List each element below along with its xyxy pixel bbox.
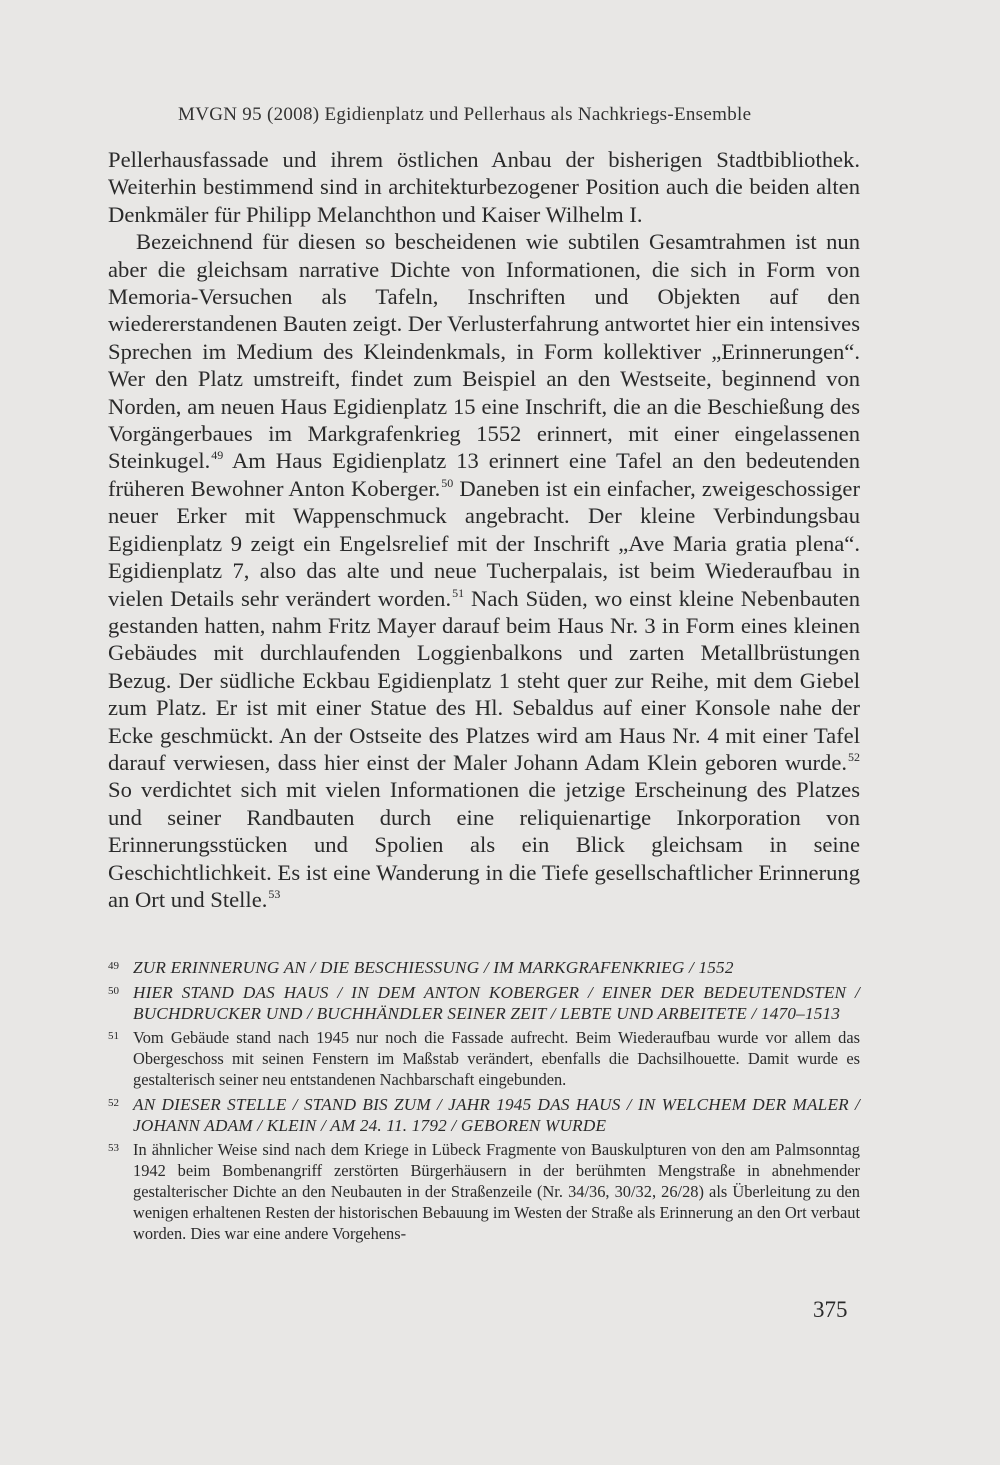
text-run: Am Haus Egidienplatz 13 erinnert eine Tafel an den bedeutenden früheren Bewohner Anton Koberger.	[108, 448, 860, 501]
footnote-ref-53[interactable]: 53	[268, 886, 281, 901]
main-text	[108, 146, 860, 913]
text-run: Bezeichnend für diesen so bescheidenen wie subtilen Gesamtrahmen ist nun aber die gleichsam narrative Dichte von Informationen, die sich in Form von Memoria-Versuchen als Tafeln, Inschriften und Objekten auf den wiedererstandenen Bauten zeigt. Der Verlusterfahrung antwortet hier ein intensives Sprechen im Medium des Kleindenkmals, in Form kollektiver „Erinnerungen“. Wer den Platz umstreift, findet zum Beispiel an den Westseite, beginnend von Norden, am neuen Haus Egidienplatz 15 eine Inschrift, die an die Beschießung des Vorgängerbaues im Markgrafenkrieg 1552 erinnert, mit einer eingelassenen Steinkugel.	[108, 229, 860, 474]
text-run: So verdichtet sich mit vielen Informationen die jetzige Erscheinung des Platzes und seiner Randbauten durch eine reliquienartige Inkorporation von Erinnerungsstücken und Spolien als ein Blick gleichsam in seine Geschichtlichkeit. Es ist eine Wanderung in die Tiefe gesellschaftlicher Erinnerung an Ort und Stelle.	[108, 777, 860, 912]
footnote-number: 51	[108, 1030, 119, 1043]
running-head: MVGN 95 (2008) Egidienplatz und Pellerhaus als Nachkriegs-Ensemble	[178, 104, 752, 125]
page-number: 375	[813, 1297, 848, 1322]
text-run: Nach Süden, wo einst kleine Nebenbauten gestanden hatten, nahm Fritz Mayer darauf beim Haus Nr. 3 in Form eines kleinen Gebäudes mit durchlaufenden Loggienbalkons und zarten Metallbrüstungen Bezug. Der südliche Eckbau Egidienplatz 1 steht quer zur Reihe, mit dem Giebel zum Platz. Er ist mit einer Statue des Hl. Sebaldus auf einer Konsole nahe der Ecke geschmückt. An der Ostseite des Platzes wird am Haus Nr. 4 mit einer Tafel darauf verwiesen, dass hier einst der Maler Johann Adam Klein geboren wurde.	[108, 585, 860, 775]
footnote-ref-50[interactable]: 50	[441, 475, 454, 490]
footnotes	[108, 958, 860, 1248]
footnote-52	[108, 1095, 860, 1137]
paragraph: Pellerhausfassade und ihrem östlichen Anbau der bisherigen Stadtbibliothek. Weiterhin bestimmend sind in architekturbezogener Position auch die beiden alten Denkmäler für Philipp Melanchthon und Kaiser Wilhelm I.	[108, 147, 860, 227]
footnote-ref-52[interactable]: 52	[848, 749, 860, 764]
footnote-50	[108, 983, 860, 1025]
footnote-text: In ähnlicher Weise sind nach dem Kriege in Lübeck Fragmente von Bauskulpturen von den am Palmsonntag 1942 beim Bombenangriff zerstörten Bürgerhäusern in der berühmten Mengstraße in abnehmender gestalterischer Dichte an den Neubauten in der Straßenzeile (Nr. 34/36, 30/32, 26/28) als Überleitung zu den wenigen erhaltenen Resten der historischen Bebauung im Westen der Straße als Erinnerung an den Ort verbaut worden. Dies war eine andere Vorgehens-	[133, 1140, 860, 1243]
footnote-number: 49	[108, 960, 119, 972]
paragraph	[108, 228, 860, 913]
text-run: Daneben ist ein einfacher, zweigeschossiger neuer Erker mit Wappenschmuck angebracht. Der kleine Verbindungsbau Egidienplatz 9 zeigt ein Engelsrelief mit der Inschrift „Ave Maria gratia plena“. Egidienplatz 7, also das alte und neue Tucherpalais, ist beim Wiederaufbau in vielen Details sehr verändert worden.	[108, 475, 860, 611]
footnote-text: ZUR ERINNERUNG AN / DIE BESCHIESSUNG / IM MARKGRAFENKRIEG / 1552	[133, 958, 734, 977]
footnote-text: AN DIESER STELLE / STAND BIS ZUM / JAHR 1945 DAS HAUS / IN WELCHEM DER MALER / JOHANN ADAM / KLEIN / AM 24. 11. 1792 / GEBOREN WURDE	[133, 1094, 860, 1135]
footnote-number: 53	[108, 1142, 119, 1155]
footnote-ref-51[interactable]: 51	[452, 585, 465, 600]
footnote-number: 52	[108, 1096, 119, 1109]
footnote-number: 50	[108, 984, 119, 997]
footnote-text: HIER STAND DAS HAUS / IN DEM ANTON KOBERGER / EINER DER BEDEUTENDSTEN / BUCHDRUCKER UND / BUCHHÄNDLER SEINER ZEIT / LEBTE UND ARBEITETE / 1470–1513	[133, 982, 860, 1023]
footnote-text: Vom Gebäude stand nach 1945 nur noch die Fassade aufrecht. Beim Wiederaufbau wurde vor allem das Obergeschoss mit seinen Fenstern im Maßstab verändert, ebenfalls die Dachsilhouette. Damit wurde es gestalterisch seiner neu entstandenen Nachbarschaft eingebunden.	[133, 1028, 860, 1089]
footnote-49	[108, 958, 860, 979]
footnote-ref-49[interactable]: 49	[211, 448, 224, 463]
footnote-51	[108, 1028, 860, 1090]
footnote-53	[108, 1140, 860, 1244]
